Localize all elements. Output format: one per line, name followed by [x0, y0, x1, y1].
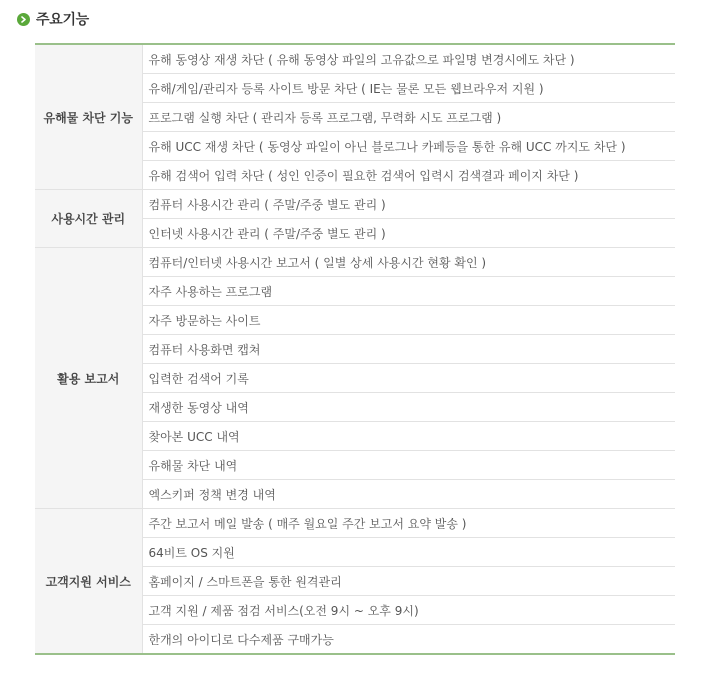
table-row [35, 44, 675, 74]
feature-item: 유해 UCC 재생 차단 ( 동영상 파일이 아닌 블로그나 카페등을 통한 유해 UCC 까지도 차단 ) [142, 132, 675, 161]
feature-item: 인터넷 사용시간 관리 ( 주말/주중 별도 관리 ) [142, 219, 675, 248]
feature-item: 입력한 검색어 기록 [142, 364, 675, 393]
category-label: 고객지원 서비스 [35, 509, 142, 655]
feature-item: 유해물 차단 내역 [142, 451, 675, 480]
table-row [35, 248, 675, 277]
feature-item: 컴퓨터 사용화면 캡쳐 [142, 335, 675, 364]
feature-item: 64비트 OS 지원 [142, 538, 675, 567]
feature-item: 고객 지원 / 제품 점검 서비스(오전 9시 ~ 오후 9시) [142, 596, 675, 625]
feature-item: 엑스키퍼 정책 변경 내역 [142, 480, 675, 509]
table-row [35, 190, 675, 219]
feature-item: 자주 방문하는 사이트 [142, 306, 675, 335]
feature-item: 유해 검색어 입력 차단 ( 성인 인증이 필요한 검색어 입력시 검색결과 페이지 차단 ) [142, 161, 675, 190]
section-title: 주요기능 [36, 12, 89, 28]
feature-item: 주간 보고서 메일 발송 ( 매주 월요일 주간 보고서 요약 발송 ) [142, 509, 675, 538]
feature-item: 컴퓨터/인터넷 사용시간 보고서 ( 일별 상세 사용시간 현황 확인 ) [142, 248, 675, 277]
feature-item: 유해/게임/관리자 등록 사이트 방문 차단 ( IE는 물론 모든 웹브라우저 지원 ) [142, 74, 675, 103]
feature-item: 유해 동영상 재생 차단 ( 유해 동영상 파일의 고유값으로 파일명 변경시에도 차단 ) [142, 44, 675, 74]
feature-item: 재생한 동영상 내역 [142, 393, 675, 422]
features-table-body [35, 44, 675, 654]
feature-item: 컴퓨터 사용시간 관리 ( 주말/주중 별도 관리 ) [142, 190, 675, 219]
category-label: 유해물 차단 기능 [35, 44, 142, 190]
feature-item: 한개의 아이디로 다수제품 구매가능 [148, 632, 334, 647]
feature-item: 홈페이지 / 스마트폰을 통한 원격관리 [142, 567, 675, 596]
category-label: 사용시간 관리 [35, 190, 142, 248]
chevron-right-circle-icon [17, 13, 30, 26]
feature-item: 프로그램 실행 차단 ( 관리자 등록 프로그램, 무력화 시도 프로그램 ) [142, 103, 675, 132]
features-table [35, 43, 675, 655]
category-label: 활용 보고서 [35, 248, 142, 509]
feature-item: 찾아본 UCC 내역 [142, 422, 675, 451]
feature-item: 자주 사용하는 프로그램 [142, 277, 675, 306]
section-header [17, 9, 89, 29]
table-row [35, 509, 675, 538]
